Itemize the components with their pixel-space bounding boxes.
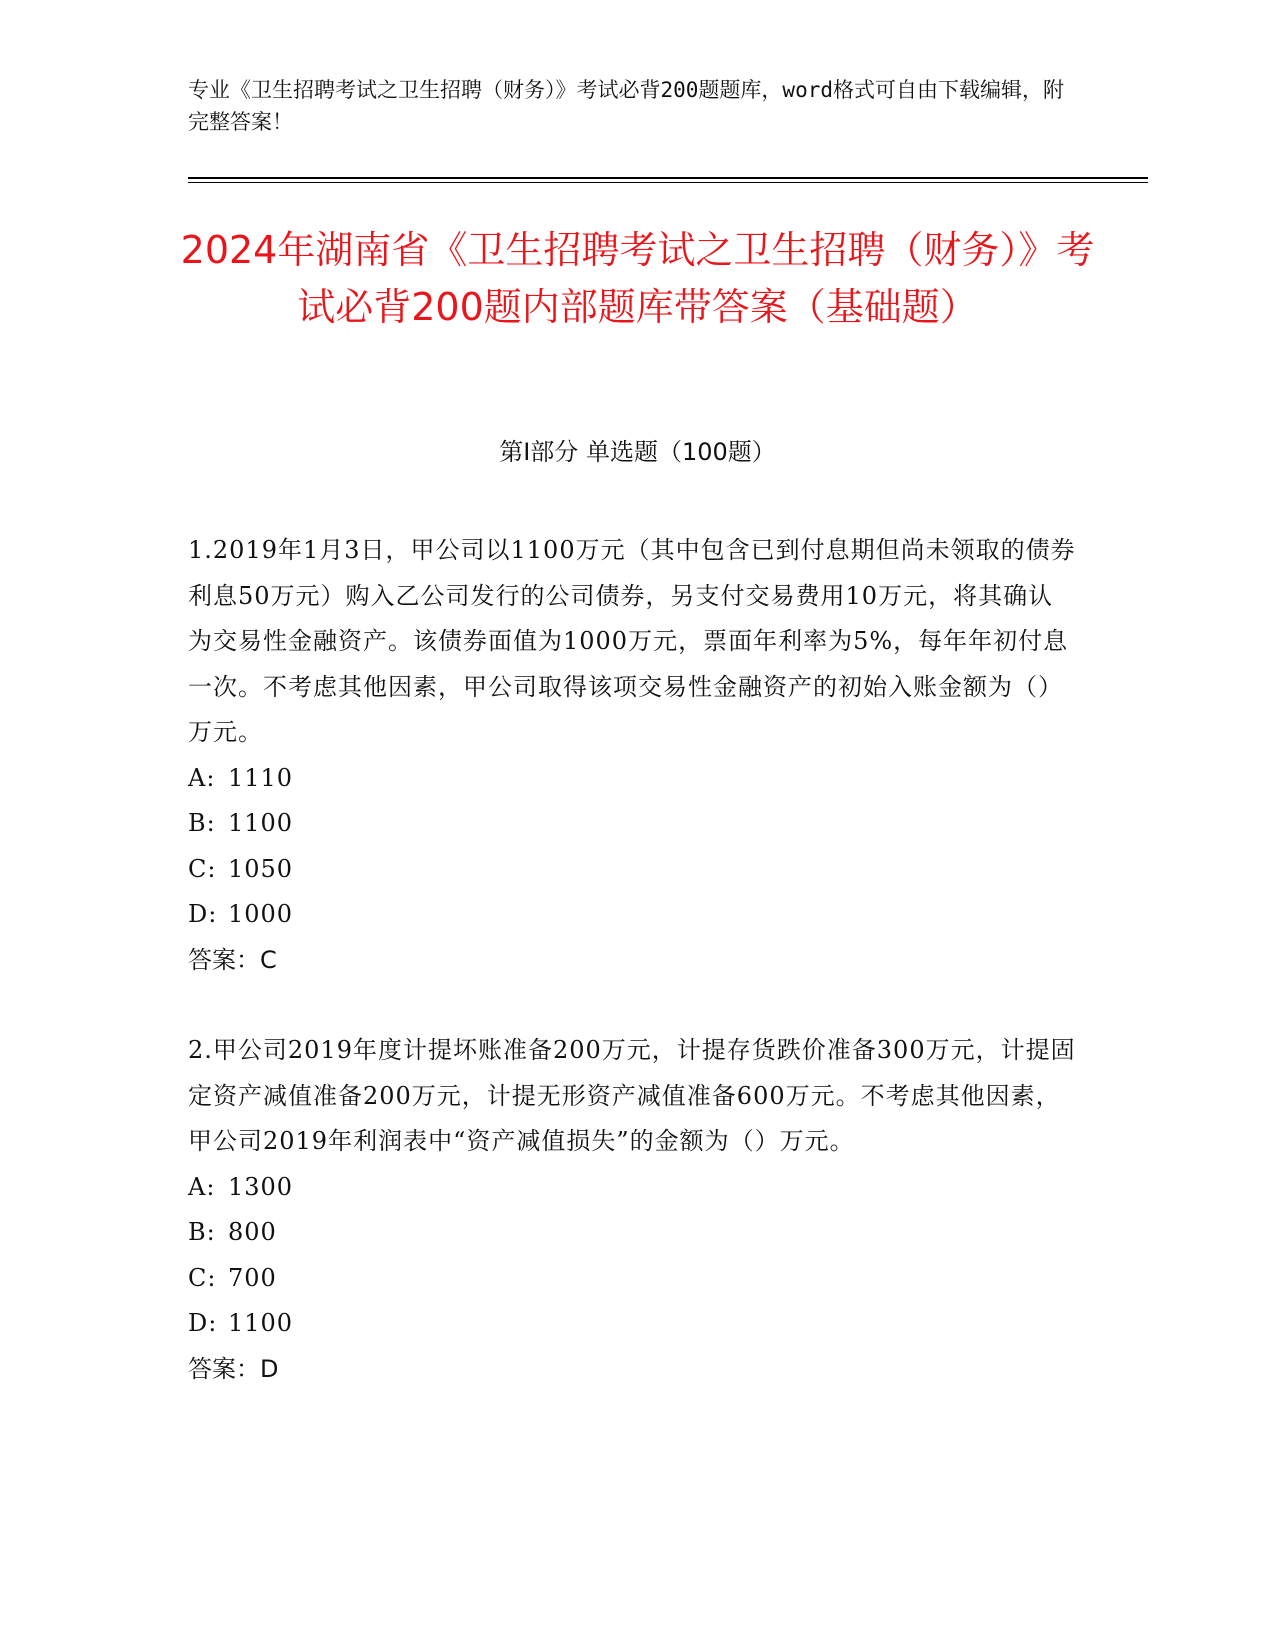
section-heading: 第I部分 单选题（100题） bbox=[499, 438, 776, 466]
option-b bbox=[188, 1210, 1078, 1256]
option-c bbox=[188, 847, 1078, 893]
option-key: D: bbox=[188, 900, 218, 928]
question-stem: 1.2019年1月3日，甲公司以1100万元（其中包含已到付息期但尚未领取的债券利息50万元）购入乙公司发行的公司债券，另支付交易费用10万元，将其确认为交易性金融资产。该债券面值为1000万元，票面年利率为5%，每年年初付息一次。不考虑其他因素，甲公司取得该项交易性金融资产的初始入账金额为（）万元。 bbox=[188, 536, 1076, 746]
answer-line: 答案：C bbox=[188, 945, 277, 974]
option-d bbox=[188, 892, 1078, 938]
question-stem: 2.甲公司2019年度计提坏账准备200万元，计提存货跌价准备300万元，计提固定资产减值准备200万元，计提无形资产减值准备600万元。不考虑其他因素，甲公司2019年利润表中“资产减值损失”的金额为（）万元。 bbox=[188, 1036, 1076, 1155]
option-key: D: bbox=[188, 1309, 218, 1337]
option-key: A: bbox=[188, 1172, 216, 1201]
question-2 bbox=[188, 1028, 1078, 1392]
option-text: 1000 bbox=[228, 900, 294, 928]
option-key: C: bbox=[188, 1263, 217, 1292]
option-a bbox=[188, 1165, 1078, 1211]
option-key: B: bbox=[188, 809, 216, 837]
option-text: 1110 bbox=[228, 763, 294, 792]
option-text: 1100 bbox=[228, 1309, 294, 1337]
option-key: A: bbox=[188, 763, 216, 792]
question-1 bbox=[188, 528, 1078, 983]
header-note: 专业《卫生招聘考试之卫生招聘（财务）》考试必背200题题库，word格式可自由下载编辑，附完整答案！ bbox=[188, 78, 1064, 134]
document-title: 2024年湖南省《卫生招聘考试之卫生招聘（财务）》考试必背200题内部题库带答案（基础题） bbox=[180, 228, 1095, 329]
option-d bbox=[188, 1301, 1078, 1347]
option-text: 700 bbox=[228, 1263, 277, 1292]
option-c bbox=[188, 1256, 1078, 1302]
answer-line: 答案：D bbox=[188, 1354, 279, 1383]
option-text: 1300 bbox=[228, 1172, 294, 1201]
option-text: 1050 bbox=[228, 854, 294, 883]
option-b bbox=[188, 801, 1078, 847]
option-text: 1100 bbox=[228, 809, 294, 837]
header-divider bbox=[188, 177, 1148, 183]
option-text: 800 bbox=[228, 1218, 277, 1246]
option-key: C: bbox=[188, 854, 217, 883]
option-a bbox=[188, 756, 1078, 802]
option-key: B: bbox=[188, 1218, 216, 1246]
